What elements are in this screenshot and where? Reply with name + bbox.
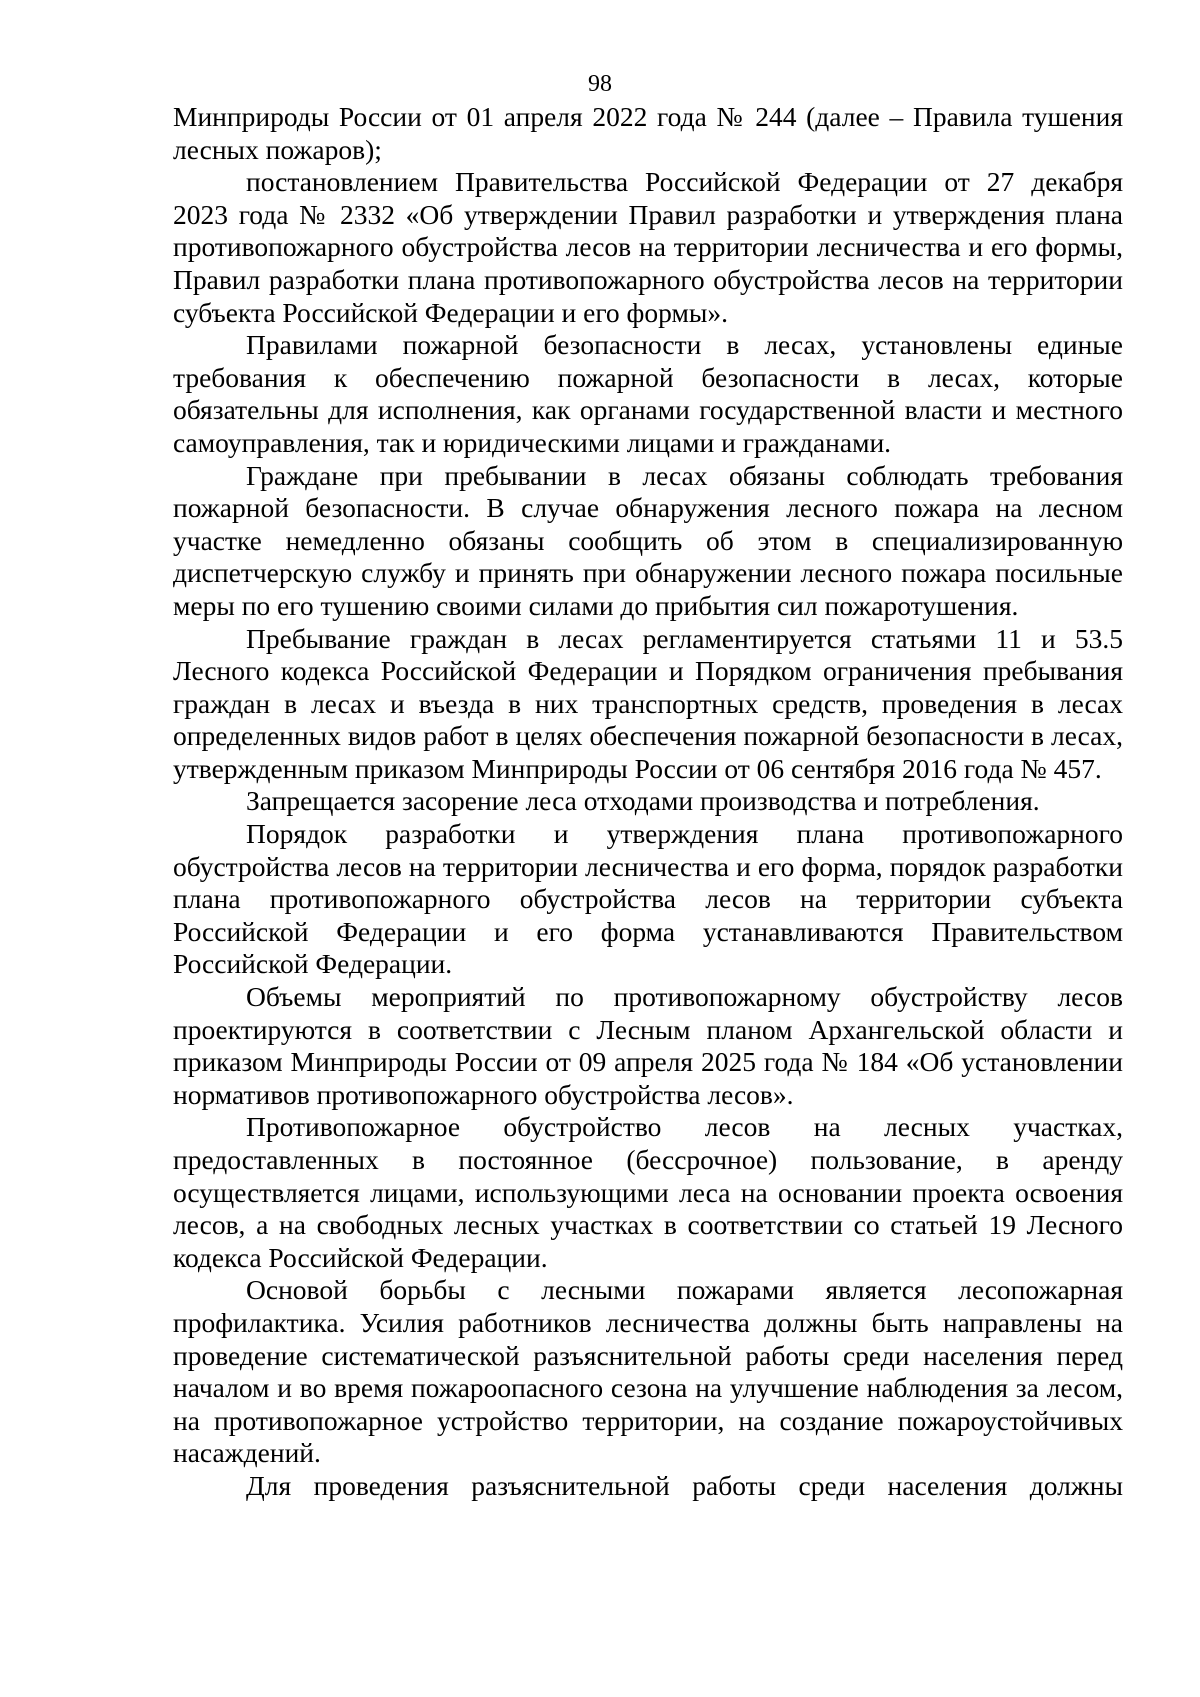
paragraph-measure-volumes: Объемы мероприятий по противопожарному обустройству лесов проектируются в соответствии с Лесным планом Архангельской области и приказом Минприроды России от 09 апреля 2025 года № 184 «Об установлении нормативов противопожарного обустройства лесов». — [173, 981, 1123, 1110]
paragraph-fire-safety-rules: Правилами пожарной безопасности в лесах, установлены единые требования к обеспечению пожарной безопасности в лесах, которые обязательны для исполнения, как органами государственной власти и местного самоуправления, так и юридическими лицами и гражданами. — [173, 329, 1123, 458]
paragraph-rules-reference: Минприроды России от 01 апреля 2022 года № 244 (далее – Правила тушения лесных пожаров); — [173, 101, 1123, 165]
paragraph-outreach-continued: Для проведения разъяснительной работы среди населения должны — [246, 1469, 1123, 1501]
paragraph-littering-ban: Запрещается засорение леса отходами производства и потребления. — [246, 785, 1040, 817]
paragraph-plan-procedure: Порядок разработки и утверждения плана противопожарного обустройства лесов на территории лесничества и его форма, порядок разработки плана противопожарного обустройства лесов на территории субъекта Российской Федерации и его форма устанавливаются Правительством Российской Федерации. — [173, 818, 1123, 980]
paragraph-prevention: Основой борьбы с лесными пожарами является лесопожарная профилактика. Усилия работников лесничества должны быть направлены на проведение систематической разъяснительной работы среди населения перед началом и во время пожароопасного сезона на улучшение наблюдения за лесом, на противопожарное устройство территории, на создание пожароустойчивых насаждений. — [173, 1274, 1123, 1469]
paragraph-government-decree: постановлением Правительства Российской Федерации от 27 декабря 2023 года № 2332 «Об утверждении Правил разработки и утверждения плана противопожарного обустройства лесов на территории лесничества и его формы, Правил разработки плана противопожарного обустройства лесов на территории субъекта Российской Федерации и его формы». — [173, 166, 1123, 328]
paragraph-citizen-obligations: Граждане при пребывании в лесах обязаны соблюдать требования пожарной безопасности. В случае обнаружения лесного пожара на лесном участке немедленно обязаны сообщить об этом в специализированную диспетчерскую службу и принять при обнаружении лесного пожара посильные меры по его тушению своими силами до прибытия сил пожаротушения. — [173, 459, 1123, 621]
paragraph-stay-regulation: Пребывание граждан в лесах регламентируется статьями 11 и 53.5 Лесного кодекса Российской Федерации и Порядком ограничения пребывания граждан в лесах и въезда в них транспортных средств, проведения в лесах определенных видов работ в целях обеспечения пожарной безопасности в лесах, утвержденным приказом Минприроды России от 06 сентября 2016 года № 457. — [173, 622, 1123, 784]
paragraph-lease-arrangement: Противопожарное обустройство лесов на лесных участках, предоставленных в постоянное (бессрочное) пользование, в аренду осуществляется лицами, использующими леса на основании проекта освоения лесов, а на свободных лесных участках в соответствии со статьей 19 Лесного кодекса Российской Федерации. — [173, 1111, 1123, 1273]
document-body — [173, 101, 1123, 1503]
page-number: 98 — [588, 71, 612, 97]
